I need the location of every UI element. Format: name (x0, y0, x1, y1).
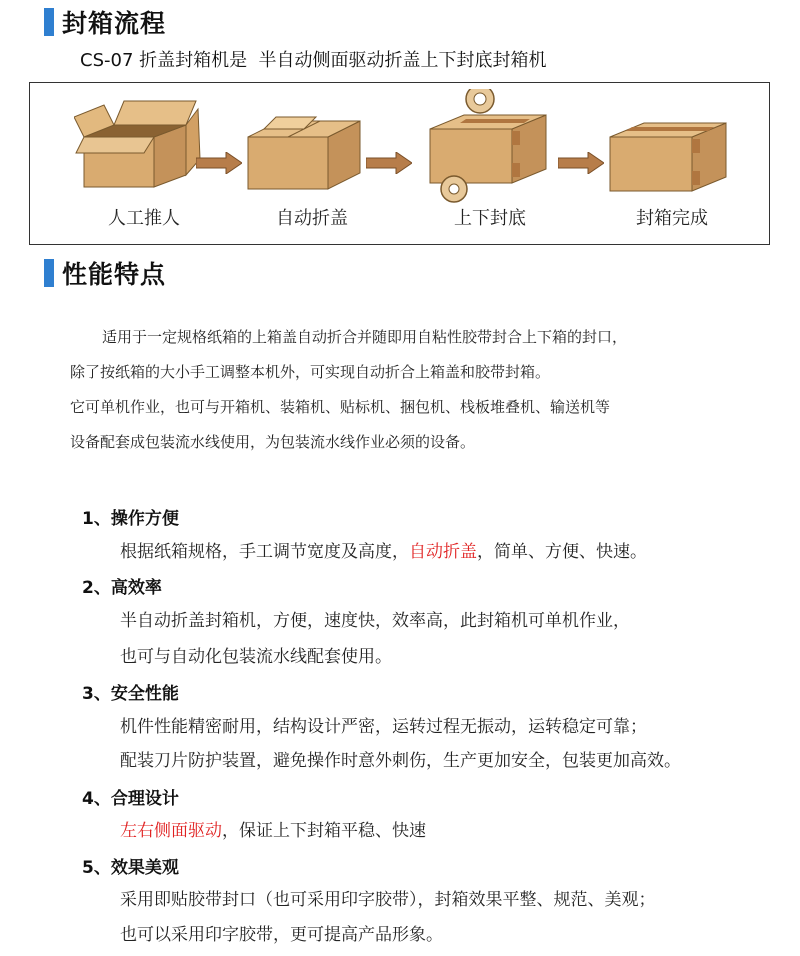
taping-box-icon (420, 89, 560, 207)
process-step-2 (242, 83, 382, 243)
section-accent-bar (44, 259, 54, 287)
step-label: 自动折盖 (276, 208, 348, 229)
feature-highlight: 左右侧面驱动 (120, 821, 222, 841)
folding-box-icon (242, 97, 372, 197)
description-line: 它可单机作业，也可与开箱机、装箱机、贴标机、捆包机、栈板堆叠机、输送机等 (70, 398, 611, 416)
feature-title: 4、合理设计 (82, 789, 179, 809)
feature-line: 也可以采用印字胶带，更可提高产品形象。 (120, 925, 443, 945)
section-title-text: 封箱流程 (62, 9, 167, 38)
arrow-right-icon (558, 152, 604, 174)
description-paragraph (70, 320, 760, 460)
section-title-features (44, 255, 166, 291)
feature-text: 根据纸箱规格，手工调节宽度及高度， (120, 542, 409, 562)
feature-text: ，简单、方便、快速。 (477, 542, 647, 562)
feature-title: 5、效果美观 (82, 858, 179, 878)
machine-subtitle: CS-07 折盖封箱机是 半自动侧面驱动折盖上下封底封箱机 (80, 50, 547, 71)
feature-line: 采用即贴胶带封口（也可采用印字胶带），封箱效果平整、规范、美观； (120, 890, 656, 910)
feature-title: 1、操作方便 (82, 509, 179, 529)
description-line: 除了按纸箱的大小手工调整本机外，可实现自动折合上箱盖和胶带封箱。 (70, 363, 551, 381)
feature-highlight: 自动折盖 (409, 542, 477, 562)
feature-line: 机件性能精密耐用，结构设计严密，运转过程无振动，运转稳定可靠； (120, 717, 647, 737)
step-label: 人工推人 (108, 208, 180, 229)
step-label: 封箱完成 (636, 208, 708, 229)
feature-line: 配装刀片防护装置，避免操作时意外刺伤，生产更加安全，包装更加高效。 (120, 751, 681, 771)
process-diagram (29, 82, 770, 245)
feature-title: 2、高效率 (82, 578, 162, 598)
feature-title: 3、安全性能 (82, 684, 179, 704)
process-step-3 (420, 83, 560, 243)
process-step-4 (602, 83, 742, 243)
arrow-right-icon (196, 152, 242, 174)
section-accent-bar (44, 8, 54, 36)
feature-text: ，保证上下封箱平稳、快速 (222, 821, 426, 841)
description-line: 适用于一定规格纸箱的上箱盖自动折合并随即用自粘性胶带封合上下箱的封口， (102, 328, 628, 346)
sealed-box-icon (602, 97, 732, 197)
process-step-1 (74, 83, 214, 243)
feature-line (120, 816, 426, 841)
description-line: 设备配套成包装流水线使用，为包装流水线作业必须的设备。 (70, 433, 476, 451)
open-box-icon (74, 97, 204, 197)
feature-line (120, 537, 647, 562)
section-title-process (44, 4, 166, 40)
feature-line: 也可与自动化包装流水线配套使用。 (120, 647, 392, 667)
section-title-text: 性能特点 (62, 260, 167, 289)
step-label: 上下封底 (454, 208, 526, 229)
feature-line: 半自动折盖封箱机，方便，速度快，效率高，此封箱机可单机作业， (120, 611, 630, 631)
arrow-right-icon (366, 152, 412, 174)
